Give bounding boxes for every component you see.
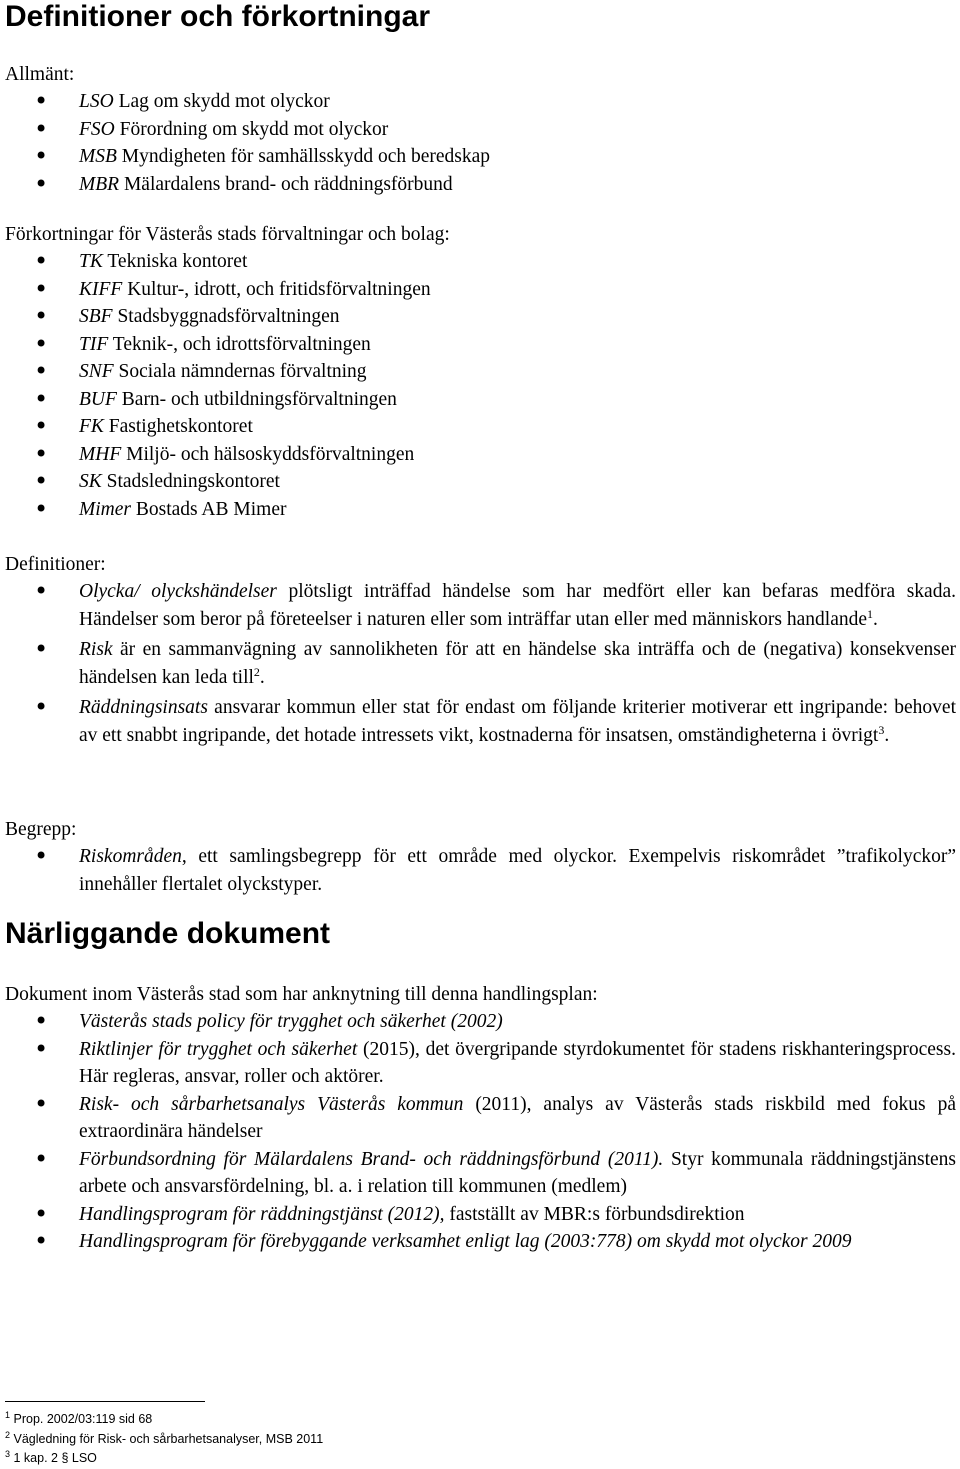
list-item: • SBF Stadsbyggnadsförvaltningen [0,303,956,331]
list-item: • KIFF Kultur-, idrott, och fritidsförvaltningen [0,276,956,304]
footnote-ref: 2 [253,664,260,679]
general-label: Allmänt: [5,64,75,85]
documents-list [0,1008,956,1256]
page-title: Definitioner och förkortningar [5,0,431,33]
list-item: • TIF Teknik-, och idrottsförvaltningen [0,331,956,359]
list-item: • MSB Myndigheten för samhällsskydd och beredskap [0,143,956,171]
related-docs-heading: Närliggande dokument [5,917,331,950]
list-item: • Förbundsordning för Mälardalens Brand- och räddningsförbund (2011). Styr kommunala räddningstjänstens arbete och ansvarsfördelning, bl. a. i relation till kommunen (medlem) [0,1146,956,1201]
list-item: • Riskområden, ett samlingsbegrepp för ett område med olyckor. Exempelvis riskområdet ”trafikolyckor” innehåller flertalet olyckstyper. [0,843,956,898]
list-item: • TK Tekniska kontoret [0,248,956,276]
definitions-list [0,578,956,749]
list-item: • MBR Mälardalens brand- och räddningsförbund [0,171,956,199]
footnote: $^1$ Prop. 2002/03:119 sid 68 [5,1410,153,1426]
footnote: $^3$ 1 kap. 2 § LSO [5,1449,97,1465]
list-item: • Riktlinjer för trygghet och säkerhet (2015), det övergripande styrdokumentet för stadens riskhanteringsprocess. Här regleras, ansvar, roller och aktörer. [0,1036,956,1091]
definitions-label: Definitioner: [5,554,106,575]
list-item: • Handlingsprogram för räddningstjänst (2012), fastställt av MBR:s förbundsdirektion [0,1201,956,1229]
city-abbrev-list [0,248,956,523]
list-item: • FK Fastighetskontoret [0,413,956,441]
concepts-list [0,843,956,898]
footnote-ref: 1 [867,606,874,621]
list-item: • Risk är en sammanvägning av sannolikheten för att en händelse ska inträffa och de (negativa) konsekvenser händelsen kan leda till$^2$. [0,636,956,691]
footnote: $^2$ Vägledning för Risk- och sårbarhetsanalyser, MSB 2011 [5,1429,324,1446]
list-item: • Mimer Bostads AB Mimer [0,496,956,524]
list-item: • BUF Barn- och utbildningsförvaltningen [0,386,956,414]
list-item: • SK Stadsledningskontoret [0,468,956,496]
concepts-label: Begrepp: [5,819,77,840]
list-item: • LSO Lag om skydd mot olyckor [0,88,956,116]
list-item: • Handlingsprogram för förebyggande verksamhet enligt lag (2003:778) om skydd mot olyckor 2009 [0,1228,956,1256]
footnote-ref: 3 [878,722,885,737]
city-abbrev-label: Förkortningar för Västerås stads förvaltningar och bolag: [5,224,450,245]
list-item: • SNF Sociala nämndernas förvaltning [0,358,956,386]
documents-label: Dokument inom Västerås stad som har anknytning till denna handlingsplan: [5,984,598,1005]
footnote-divider [5,1401,205,1402]
list-item: • Räddningsinsats ansvarar kommun eller stat för endast om följande kriterier motiverar ett ingripande: behovet av ett snabbt ingripande, det hotade intressets vikt, kostnaderna för insatsen, omständigheterna i övrigt$^3$. [0,694,956,749]
list-item: • Olycka/ olyckshändelser plötsligt inträffad händelse som har medfört eller kan befaras medföra skada. Händelser som beror på företeelser i naturen eller som inträffar utan eller med människors handlande$^1$. [0,578,956,633]
list-item: • Västerås stads policy för trygghet och säkerhet (2002) [0,1008,956,1036]
list-item: • Risk- och sårbarhetsanalys Västerås kommun (2011), analys av Västerås stads riskbild med fokus på extraordinära händelser [0,1091,956,1146]
general-list [0,88,956,198]
list-item: • FSO Förordning om skydd mot olyckor [0,116,956,144]
footnotes [5,1410,323,1469]
list-item: • MHF Miljö- och hälsoskyddsförvaltningen [0,441,956,469]
